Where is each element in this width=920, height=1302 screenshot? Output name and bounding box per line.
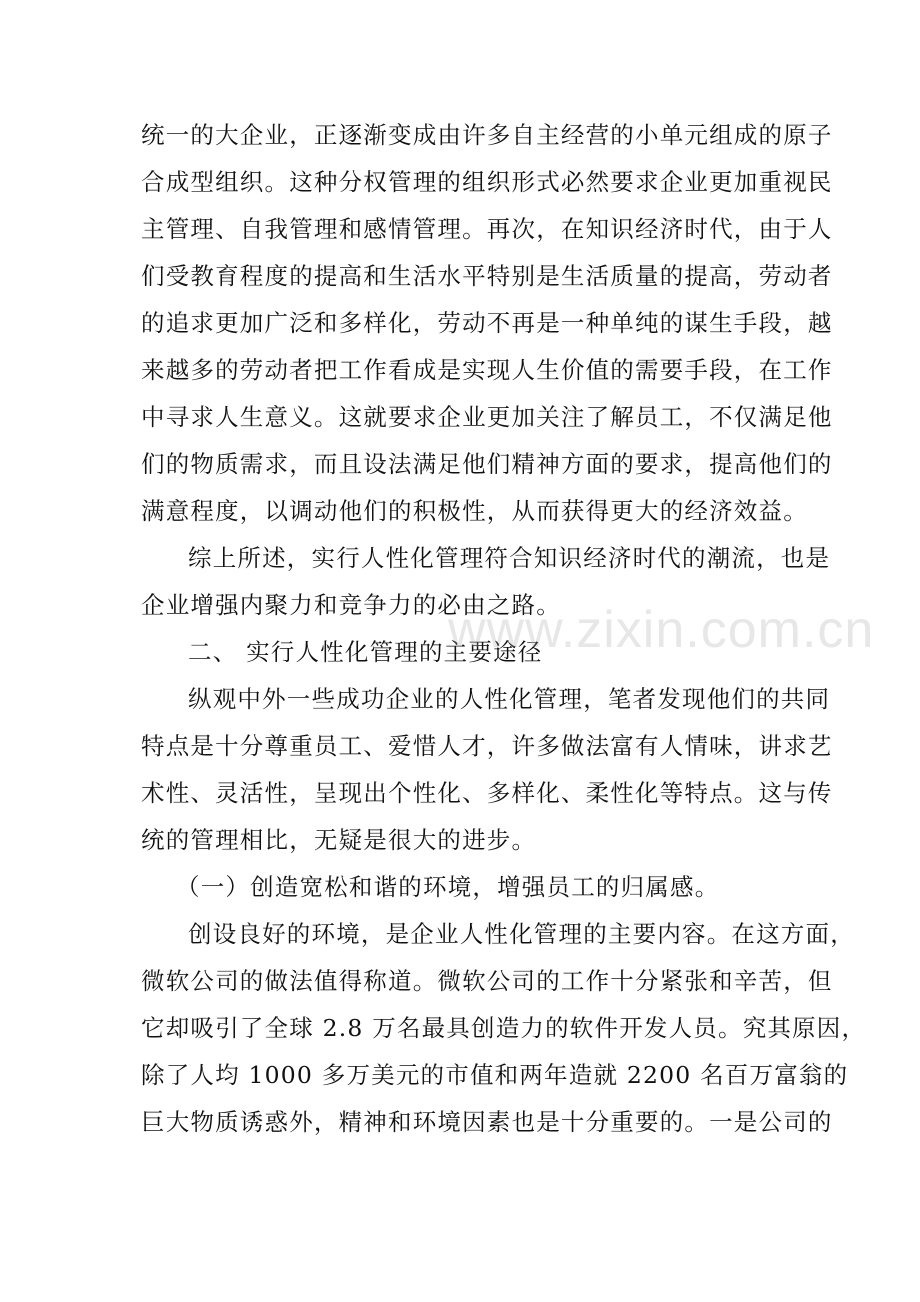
body-text-line: 除了人均 1000 多万美元的市值和两年造就 2200 名百万富翁的 [141, 1061, 849, 1089]
body-text-line: 微软公司的做法值得称道。微软公司的工作十分紧张和辛苦，但 [141, 967, 833, 995]
body-text-line: 纵观中外一些成功企业的人性化管理，笔者发现他们的共同 [188, 685, 831, 713]
body-text-line: 的追求更加广泛和多样化，劳动不再是一种单纯的谋生手段，越 [141, 309, 833, 337]
body-text-line: 统一的大企业，正逐渐变成由许多自主经营的小单元组成的原子 [141, 121, 833, 149]
body-text-line: 统的管理相比，无疑是很大的进步。 [141, 826, 537, 854]
body-text-line: 巨大物质诱惑外，精神和环境因素也是十分重要的。一是公司的 [141, 1108, 833, 1136]
body-text-line: 们的物质需求，而且设法满足他们精神方面的要求，提高他们的 [141, 450, 833, 478]
body-text-line: 主管理、自我管理和感情管理。再次，在知识经济时代，由于人 [141, 215, 833, 243]
subsection-heading: （一）创造宽松和谐的环境，增强员工的归属感。 [176, 873, 720, 901]
body-text-line: 创设良好的环境，是企业人性化管理的主要内容。在这方面， [188, 920, 855, 948]
body-text-line: 中寻求人生意义。这就要求企业更加关注了解员工，不仅满足他 [141, 403, 833, 431]
body-text-line: 满意程度，以调动他们的积极性，从而获得更大的经济效益。 [141, 497, 808, 525]
body-text-line: 综上所述，实行人性化管理符合知识经济时代的潮流，也是 [188, 544, 831, 572]
section-heading: 二、 实行人性化管理的主要途径 [188, 638, 543, 666]
body-text-line: 它却吸引了全球 2.8 万名最具创造力的软件开发人员。究其原因， [141, 1014, 867, 1042]
body-text-line: 术性、灵活性，呈现出个性化、多样化、柔性化等特点。这与传 [141, 779, 833, 807]
body-text-line: 合成型组织。这种分权管理的组织形式必然要求企业更加重视民 [141, 168, 833, 196]
watermark: www.zixin.com.cn [448, 601, 875, 659]
body-text-line: 特点是十分尊重员工、爱惜人才，许多做法富有人情味，讲求艺 [141, 732, 833, 760]
body-text-line: 企业增强内聚力和竞争力的必由之路。 [141, 591, 561, 619]
body-text-line: 来越多的劳动者把工作看成是实现人生价值的需要手段，在工作 [141, 356, 833, 384]
body-text-line: 们受教育程度的提高和生活水平特别是生活质量的提高，劳动者 [141, 262, 833, 290]
